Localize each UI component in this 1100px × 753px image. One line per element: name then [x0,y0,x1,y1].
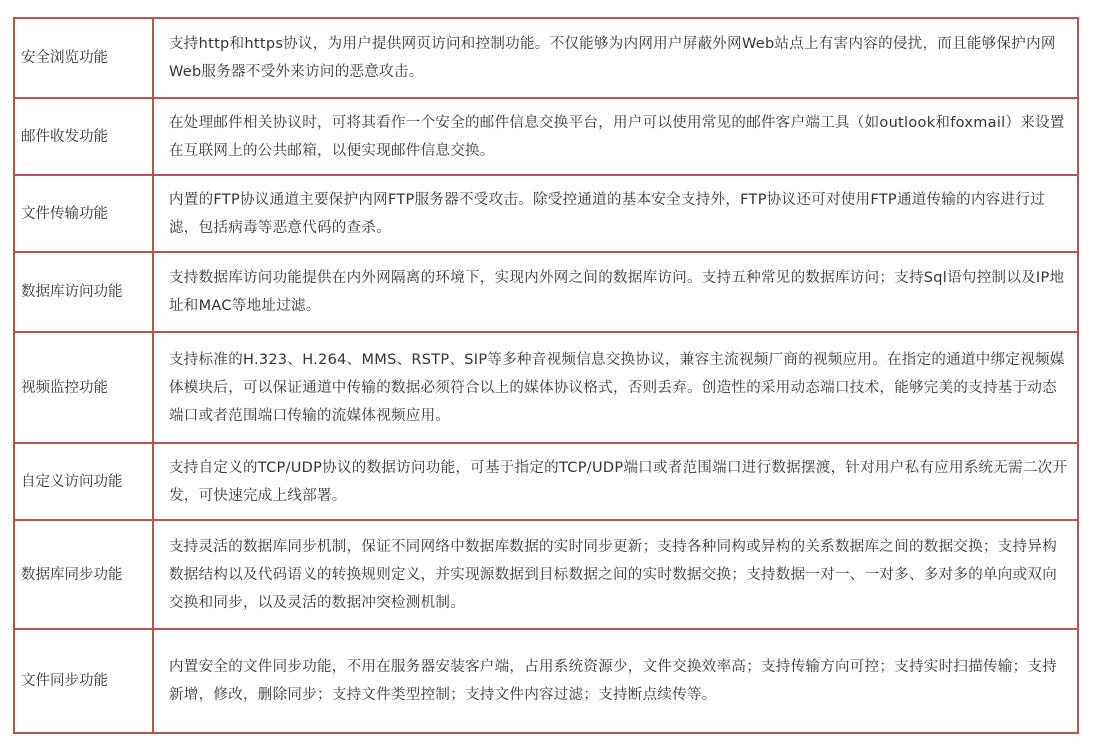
table-row [14,443,1078,520]
feature-name: 视频监控功能 [14,332,153,443]
feature-description: 内置的FTP协议通道主要保护内网FTP服务器不受攻击。除受控通道的基本安全支持外，FTP协议还可对使用FTP通道传输的内容进行过滤，包括病毒等恶意代码的查杀。 [153,175,1078,252]
feature-name: 安全浏览功能 [14,18,153,98]
feature-description: 支持灵活的数据库同步机制，保证不同网络中数据库数据的实时同步更新；支持各种同构或异构的关系数据库之间的数据交换；支持异构数据结构以及代码语义的转换规则定义，并实现源数据到目标数据之间的实时数据交换；支持数据一对一、一对多、多对多的单向或双向交换和同步，以及灵活的数据冲突检测机制。 [153,520,1078,629]
feature-description: 支持http和https协议，为用户提供网页访问和控制功能。不仅能够为内网用户屏蔽外网Web站点上有害内容的侵扰，而且能够保护内网Web服务器不受外来访问的恶意攻击。 [153,18,1078,98]
feature-description: 支持标准的H.323、H.264、MMS、RSTP、SIP等多种音视频信息交换协议，兼容主流视频厂商的视频应用。在指定的通道中绑定视频媒体模块后，可以保证通道中传输的数据必须符合以上的媒体协议格式，否则丢弃。创造性的采用动态端口技术，能够完美的支持基于动态端口或者范围端口传输的流媒体视频应用。 [153,332,1078,443]
feature-description: 支持数据库访问功能提供在内外网隔离的环境下，实现内外网之间的数据库访问。支持五种常见的数据库访问；支持Sql语句控制以及IP地址和MAC等地址过滤。 [153,252,1078,332]
feature-name: 文件传输功能 [14,175,153,252]
feature-description: 支持自定义的TCP/UDP协议的数据访问功能，可基于指定的TCP/UDP端口或者范围端口进行数据摆渡，针对用户私有应用系统无需二次开发，可快速完成上线部署。 [153,443,1078,520]
table-row [14,629,1078,733]
table-row [14,175,1078,252]
table-row [14,332,1078,443]
table-row [14,18,1078,98]
feature-name: 自定义访问功能 [14,443,153,520]
feature-table [13,17,1079,734]
feature-name: 数据库访问功能 [14,252,153,332]
table-row [14,520,1078,629]
feature-name: 文件同步功能 [14,629,153,733]
feature-name: 数据库同步功能 [14,520,153,629]
feature-name: 邮件收发功能 [14,98,153,175]
table-row [14,98,1078,175]
feature-description: 内置安全的文件同步功能，不用在服务器安装客户端，占用系统资源少，文件交换效率高；支持传输方向可控；支持实时扫描传输；支持新增，修改，删除同步；支持文件类型控制；支持文件内容过滤；支持断点续传等。 [153,629,1078,733]
table-row [14,252,1078,332]
feature-description: 在处理邮件相关协议时，可将其看作一个安全的邮件信息交换平台，用户可以使用常见的邮件客户端工具（如outlook和foxmail）来设置在互联网上的公共邮箱，以便实现邮件信息交换。 [153,98,1078,175]
